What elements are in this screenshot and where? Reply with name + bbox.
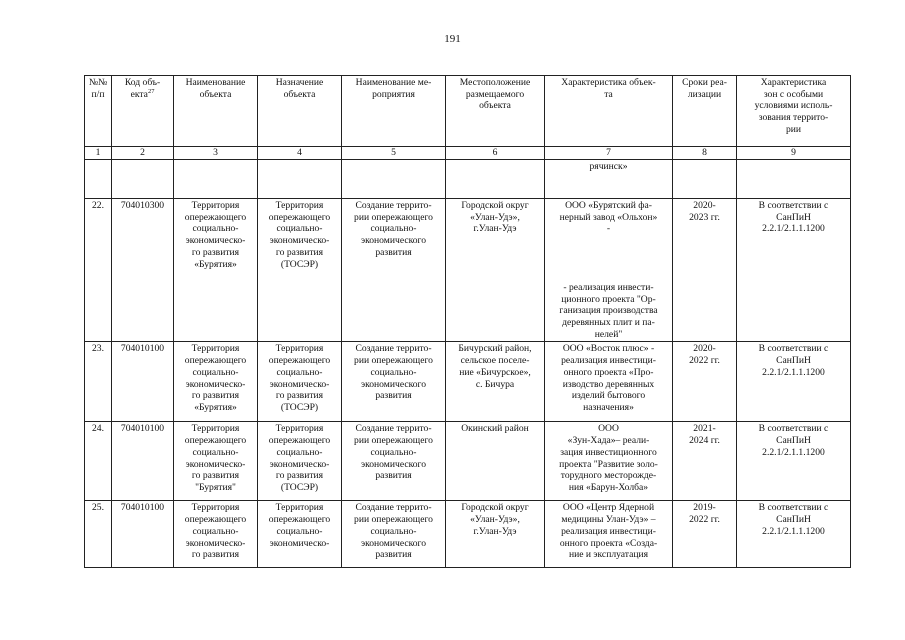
cell-purpose: Территория опережающего социально- экономическо- го развития (ТОСЭР) (258, 422, 342, 501)
cell-measure (342, 160, 446, 199)
cell-terms: 2020- 2023 гг. (673, 199, 737, 342)
header-cell-terms: Сроки реа- лизации (673, 76, 737, 147)
cell-object-name: Территория опережающего социально- экономическо- го развития «Бурятия» (174, 342, 258, 422)
table-row-23 (85, 342, 851, 422)
cell-code: 704010300 (112, 199, 174, 342)
cell-zones: В соответствии с СанПиН 2.2.1/2.1.1.1200 (737, 422, 851, 501)
header-cell-characteristic: Характеристика объек- та (545, 76, 673, 147)
cell-object-name (174, 160, 258, 199)
cell-purpose (258, 160, 342, 199)
cell-terms: 2019- 2022 гг. (673, 501, 737, 568)
cell-code (112, 160, 174, 199)
objects-table (84, 75, 851, 568)
cell-object-name: Территория опережающего социально- экономическо- го развития (174, 501, 258, 568)
header-cell-zones: Характеристика зон с особыми условиями исполь- зования террито- рии (737, 76, 851, 147)
column-number: 7 (545, 147, 673, 160)
cell-location: Городской округ «Улан-Удэ», г.Улан-Удэ (446, 501, 545, 568)
column-number: 5 (342, 147, 446, 160)
cell-terms (673, 160, 737, 199)
cell-number: 24. (85, 422, 112, 501)
cell-zones: В соответствии с СанПиН 2.2.1/2.1.1.1200 (737, 199, 851, 342)
column-number: 2 (112, 147, 174, 160)
header-cell-code: Код объ- екта$^{27}$ (112, 76, 174, 147)
cell-number: 23. (85, 342, 112, 422)
cell-location: Окинский район (446, 422, 545, 501)
cell-characteristic: рячинск» (545, 160, 673, 199)
header-cell-number: №№ п/п (85, 76, 112, 147)
footnote-marker: 27 (147, 87, 155, 95)
cell-characteristic: ООО «Бурятский фа- нерный завод «Ольхон» - - реализация инвести- ционного проекта "Ор- ганизация производства деревянных плит и па- нелей" (545, 199, 673, 342)
header-cell-measure: Наименование ме- роприятия (342, 76, 446, 147)
cell-purpose: Территория опережающего социально- экономическо- го развития (ТОСЭР) (258, 199, 342, 342)
cell-terms: 2020- 2022 гг. (673, 342, 737, 422)
cell-code: 704010100 (112, 422, 174, 501)
cell-measure: Создание террито- рии опережающего социально- экономического развития (342, 199, 446, 342)
cell-purpose: Территория опережающего социально- экономическо- (258, 501, 342, 568)
table-row-22 (85, 199, 851, 342)
table-row-continuation (85, 160, 851, 199)
cell-measure: Создание террито- рии опережающего социально- экономического развития (342, 501, 446, 568)
cell-location: Городской округ «Улан-Удэ», г.Улан-Удэ (446, 199, 545, 342)
cell-measure: Создание террито- рии опережающего социально- экономического развития (342, 342, 446, 422)
page-number: 191 (444, 33, 461, 45)
table-row-25 (85, 501, 851, 568)
cell-characteristic: ООО «Восток плюс» - реализация инвестици- онного проекта «Про- изводство деревянных изделий бытового назначения» (545, 342, 673, 422)
cell-location (446, 160, 545, 199)
column-number: 3 (174, 147, 258, 160)
cell-zones: В соответствии с СанПиН 2.2.1/2.1.1.1200 (737, 501, 851, 568)
column-number: 9 (737, 147, 851, 160)
cell-terms: 2021- 2024 гг. (673, 422, 737, 501)
cell-characteristic: ООО «Центр Ядерной медицины Улан-Удэ» – реализация инвестици- онного проекта «Созда- ние и эксплуатация (545, 501, 673, 568)
cell-code: 704010100 (112, 342, 174, 422)
cell-characteristic: ООО «Зун-Хада»– реали- зация инвестиционного проекта "Развитие золо- торудного месторожде- ния «Барун-Холба» (545, 422, 673, 501)
header-row (85, 76, 851, 147)
cell-number: 25. (85, 501, 112, 568)
header-cell-purpose: Назначение объекта (258, 76, 342, 147)
cell-number: 22. (85, 199, 112, 342)
cell-object-name: Территория опережающего социально- экономическо- го развития «Бурятия» (174, 199, 258, 342)
cell-zones (737, 160, 851, 199)
cell-code: 704010100 (112, 501, 174, 568)
column-number: 1 (85, 147, 112, 160)
column-number: 6 (446, 147, 545, 160)
cell-location: Бичурский район, сельское поселе- ние «Бичурское», с. Бичура (446, 342, 545, 422)
cell-purpose: Территория опережающего социально- экономическо- го развития (ТОСЭР) (258, 342, 342, 422)
column-numbers-row (85, 147, 851, 160)
cell-number (85, 160, 112, 199)
table-row-24 (85, 422, 851, 501)
header-cell-object-name: Наименование объекта (174, 76, 258, 147)
cell-measure: Создание террито- рии опережающего социально- экономического развития (342, 422, 446, 501)
header-cell-location: Местоположение размещаемого объекта (446, 76, 545, 147)
column-number: 8 (673, 147, 737, 160)
cell-object-name: Территория опережающего социально- экономическо- го развития "Бурятия" (174, 422, 258, 501)
column-number: 4 (258, 147, 342, 160)
cell-zones: В соответствии с СанПиН 2.2.1/2.1.1.1200 (737, 342, 851, 422)
